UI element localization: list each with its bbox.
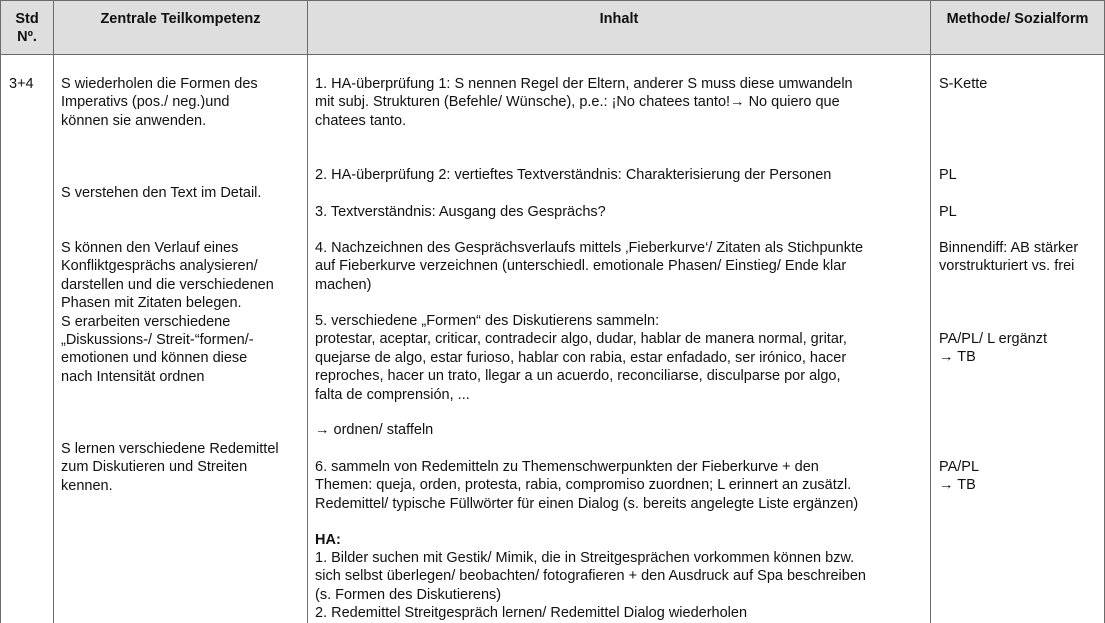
header-methode: Methode/ Sozialform — [946, 11, 1089, 27]
inhalt-item: 5. verschiedene „Formen“ des Diskutierens sammeln: protestar, aceptar, criticar, contradecir algo, dudar, hablar de manera normal, gritar, quejarse de algo, estar furioso, hablar con rabia, estar enfadado, ser irónico, hacer reproches, hacer un trato, llegar a un acuerdo, reconciliarse, disculparse por algo, falta de comprensión, ... — [315, 313, 847, 403]
inhalt-item: 1. HA-überprüfung 1: S nennen Regel der Eltern, anderer S muss diese umwandeln mit subj. Strukturen (Befehle/ Wünsche), p.e.: ¡No chatees tanto!→ No quiero que chatees tanto. — [315, 76, 853, 129]
header-cell-kompetenz — [54, 0, 307, 54]
methode-item: Binnendiff: AB stärker vorstrukturiert vs. frei — [939, 240, 1079, 275]
methode-item: S-Kette — [939, 76, 988, 92]
homework-title: HA: — [315, 532, 341, 548]
methode-item: PA/PL → TB — [939, 459, 980, 494]
kompetenz-item: S verstehen den Text im Detail. — [61, 185, 262, 201]
inhalt-item: 3. Textverständnis: Ausgang des Gesprächs? — [315, 204, 606, 220]
grid-line — [0, 54, 1105, 55]
header-cell-inhalt — [308, 0, 930, 54]
homework-text: 1. Bilder suchen mit Gestik/ Mimik, die in Streitgesprächen vorkommen können bzw. sich selbst überlegen/ beobachten/ fotografieren + den Ausdruck auf Spa beschreiben (s. Formen des Diskutierens) 2. Redemittel Streitgespräch lernen/ Redemittel Dialog wiederholen — [315, 550, 866, 622]
grid-line — [0, 0, 1, 623]
inhalt-item: 2. HA-überprüfung 2: vertieftes Textverständnis: Charakterisierung der Personen — [315, 167, 832, 183]
kompetenz-item: S können den Verlauf eines Konfliktgesprächs analysieren/ darstellen und die verschiedenen Phasen mit Zitaten belegen. S erarbeiten verschiedene „Diskussions-/ Streit-“formen/- emotionen und können diese nach Intensität ordnen — [61, 240, 274, 385]
inhalt-item: → ordnen/ staffeln — [315, 422, 434, 438]
header-inhalt: Inhalt — [599, 11, 639, 27]
header-cell-methode — [931, 0, 1104, 54]
header-cell-std — [1, 0, 53, 54]
kompetenz-item: S lernen verschiedene Redemittel zum Diskutieren und Streiten kennen. — [61, 441, 279, 494]
row-std: 3+4 — [9, 76, 34, 92]
grid-line — [53, 0, 54, 623]
header-std: Std Nº. — [15, 11, 39, 45]
kompetenz-item: S wiederholen die Formen des Imperativs (pos./ neg.)und können sie anwenden. — [61, 76, 258, 129]
inhalt-item: 6. sammeln von Redemitteln zu Themenschwerpunkten der Fieberkurve + den Themen: queja, orden, protesta, rabia, compromiso zuordnen; L erinnert an zusätzl. Redemittel/ typische Füllwörter für einen Dialog (s. bereits angelegte Liste ergänzen) — [315, 459, 859, 512]
grid-line — [307, 0, 308, 623]
methode-item: PL — [939, 204, 957, 220]
grid-line — [930, 0, 931, 623]
methode-item: PL — [939, 167, 957, 183]
inhalt-item: 4. Nachzeichnen des Gesprächsverlaufs mittels ‚Fieberkurve‘/ Zitaten als Stichpunkte auf Fieberkurve verzeichnen (unterschiedl. emotionale Phasen/ Einstieg/ Ende klar machen) — [315, 240, 864, 293]
header-kompetenz: Zentrale Teilkompetenz — [100, 11, 261, 27]
methode-item: PA/PL/ L ergänzt → TB — [939, 331, 1048, 366]
grid-line — [0, 0, 1105, 1]
